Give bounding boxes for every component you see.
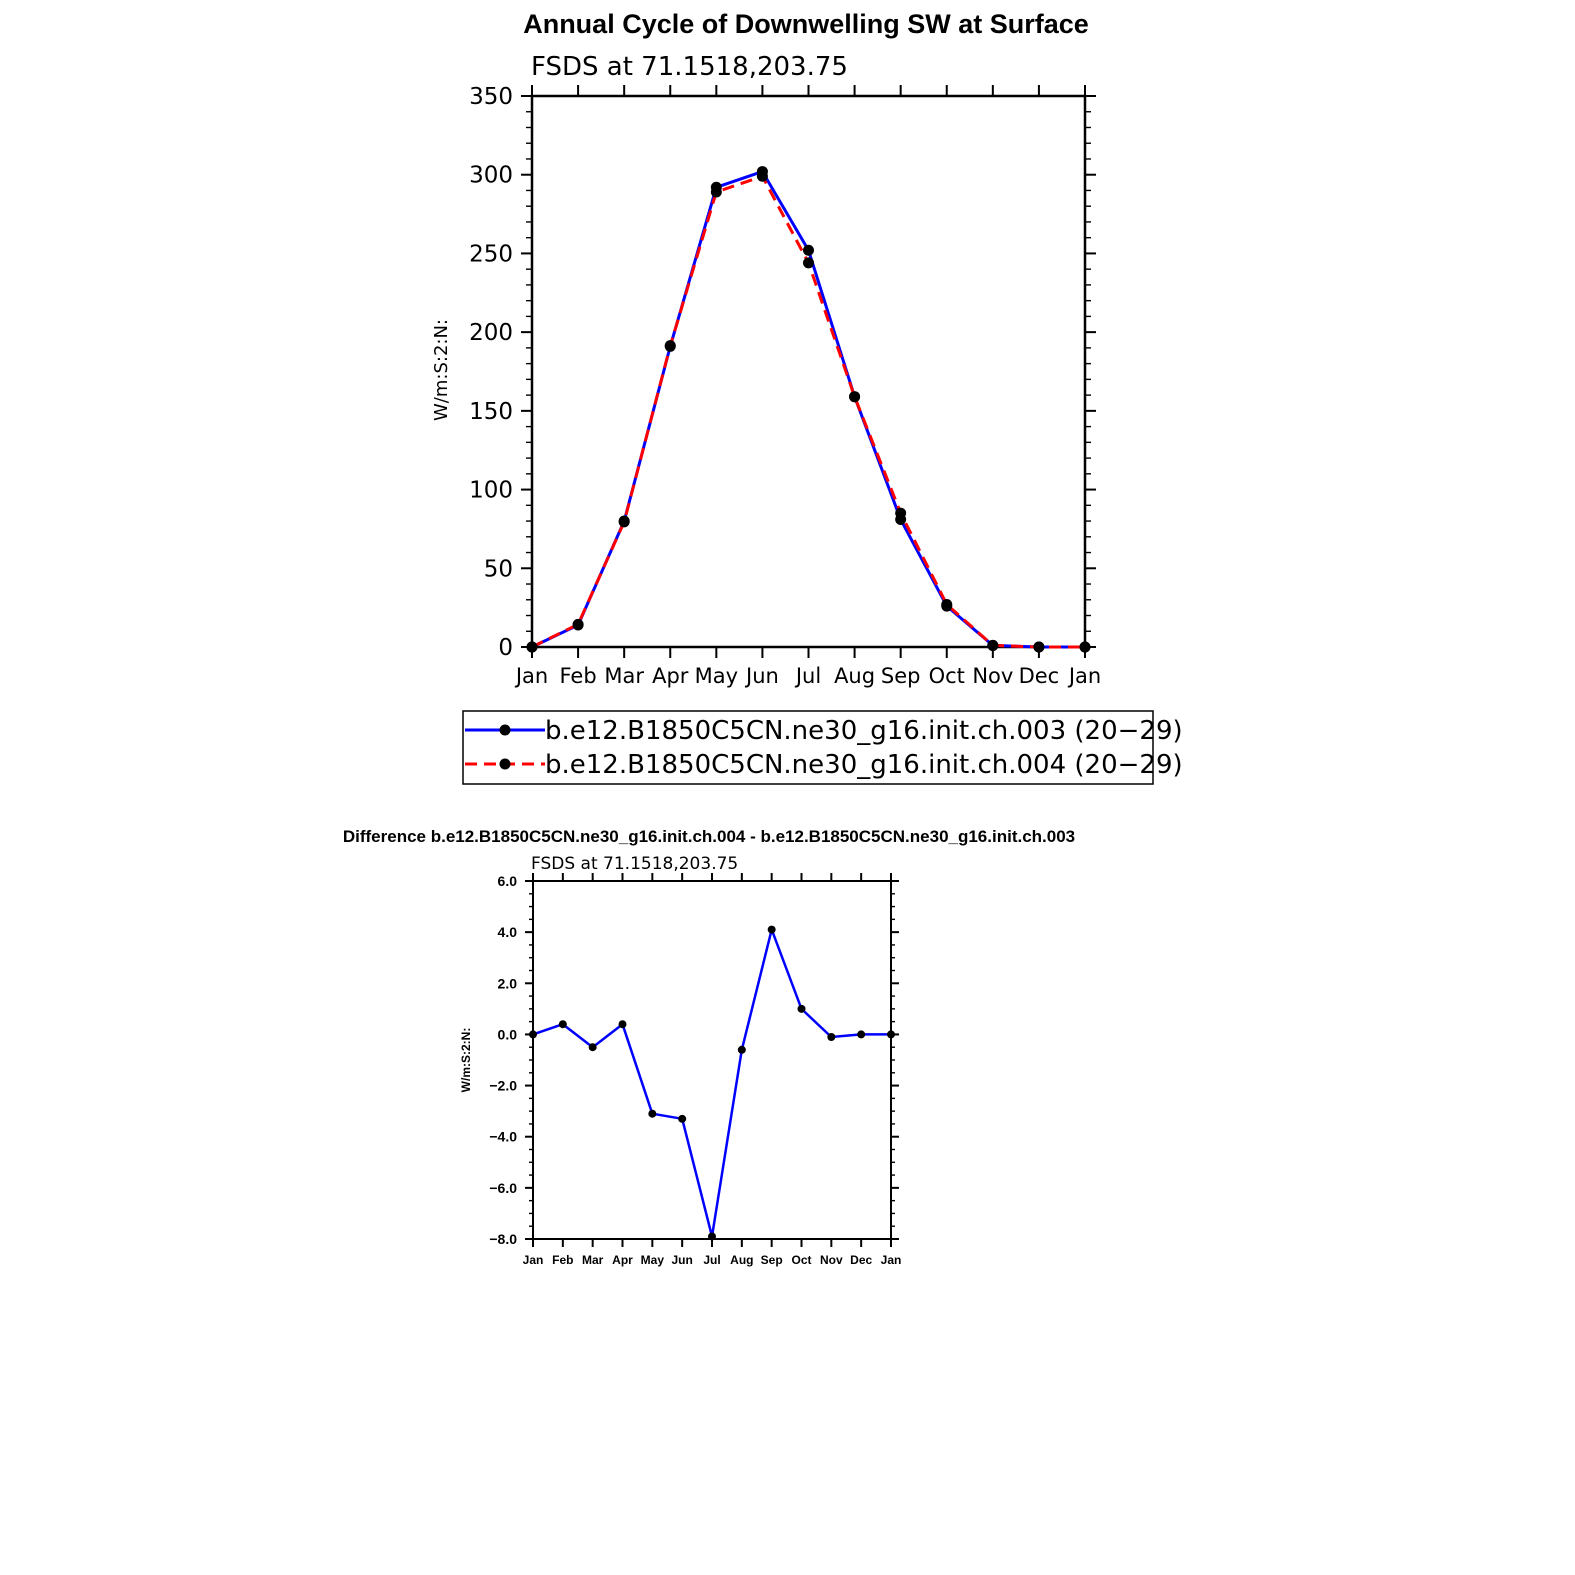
- diff-y-tick-labels: [489, 873, 517, 1247]
- data-point-0: [529, 1030, 537, 1038]
- data-point-1: [757, 171, 768, 182]
- x-tick-label: Dec: [850, 1253, 873, 1267]
- x-tick-label: May: [640, 1253, 665, 1267]
- y-tick-label: −4.0: [489, 1128, 517, 1145]
- y-tick-label: 6.0: [497, 873, 517, 889]
- y-tick-label: −6.0: [489, 1179, 517, 1196]
- y-tick-label: 300: [469, 162, 513, 189]
- data-point-1: [987, 640, 998, 651]
- data-point-0: [827, 1033, 835, 1041]
- data-point-0: [738, 1046, 746, 1054]
- data-point-0: [708, 1232, 716, 1240]
- data-point-0: [678, 1115, 686, 1123]
- x-tick-label: Jun: [746, 664, 779, 688]
- data-point-0: [589, 1043, 597, 1051]
- diff-plot-frame: [533, 881, 891, 1239]
- data-point-0: [803, 245, 814, 256]
- data-point-1: [711, 187, 722, 198]
- y-tick-label: 350: [469, 84, 513, 110]
- data-point-0: [559, 1020, 567, 1028]
- y-tick-label: 200: [469, 320, 513, 347]
- y-tick-label: −8.0: [489, 1231, 517, 1247]
- x-tick-label: May: [694, 664, 739, 688]
- y-tick-label: 4.0: [497, 924, 517, 941]
- y-tick-label: 250: [469, 241, 513, 268]
- diff-series-layer: [529, 926, 895, 1241]
- data-point-1: [1080, 642, 1091, 653]
- data-point-1: [527, 642, 538, 653]
- x-tick-label: Aug: [834, 664, 876, 688]
- x-tick-label: Aug: [730, 1253, 754, 1267]
- tick-marks: [521, 85, 1096, 658]
- data-point-0: [648, 1110, 656, 1118]
- plot-frame: [532, 96, 1085, 647]
- diff-chart-subtitle: FSDS at 71.1518,203.75: [531, 854, 739, 874]
- x-tick-label: Dec: [1018, 664, 1060, 688]
- x-tick-labels: [514, 664, 1101, 688]
- series-line-0: [532, 172, 1085, 647]
- legend: [463, 711, 1183, 784]
- x-tick-label: Feb: [559, 664, 597, 688]
- y-tick-label: 0.0: [497, 1026, 517, 1043]
- x-tick-label: Jun: [671, 1253, 693, 1267]
- x-tick-label: Oct: [928, 664, 965, 688]
- data-point-0: [768, 926, 776, 934]
- x-tick-label: Nov: [819, 1253, 843, 1267]
- x-tick-label: Jan: [1068, 664, 1102, 688]
- y-tick-labels: [469, 84, 513, 661]
- data-point-1: [803, 257, 814, 268]
- y-tick-label: 50: [483, 556, 513, 583]
- x-tick-label: Mar: [604, 664, 644, 688]
- y-tick-label: 2.0: [497, 975, 517, 992]
- x-tick-label: Apr: [652, 664, 689, 688]
- x-tick-label: Feb: [552, 1253, 574, 1267]
- annual-cycle-chart: [431, 9, 1183, 784]
- x-tick-label: Jan: [522, 1253, 544, 1267]
- difference-chart: [343, 827, 1075, 1267]
- series-line-0: [533, 930, 891, 1237]
- chart-title: Annual Cycle of Downwelling SW at Surface: [523, 9, 1089, 39]
- data-point-0: [798, 1005, 806, 1013]
- diff-y-axis-label: W/m:S:2:N:: [459, 1027, 473, 1093]
- data-point-1: [1033, 642, 1044, 653]
- x-tick-label: Nov: [972, 664, 1014, 688]
- x-tick-label: Sep: [760, 1253, 783, 1267]
- x-tick-label: Oct: [791, 1253, 812, 1267]
- data-point-1: [573, 619, 584, 630]
- legend-marker-004: [500, 759, 511, 770]
- diff-tick-marks: [525, 873, 899, 1247]
- data-point-0: [857, 1030, 865, 1038]
- x-tick-label: Mar: [581, 1253, 604, 1267]
- y-tick-label: 100: [469, 477, 513, 504]
- data-point-1: [941, 599, 952, 610]
- y-tick-label: −2.0: [489, 1077, 517, 1094]
- diff-chart-title: Difference b.e12.B1850C5CN.ne30_g16.init.ch.004 - b.e12.B1850C5CN.ne30_g16.init.ch.003: [342, 827, 1076, 846]
- legend-label-003: b.e12.B1850C5CN.ne30_g16.init.ch.003 (20−29): [545, 716, 1183, 746]
- data-point-0: [887, 1030, 895, 1038]
- x-tick-label: Jan: [880, 1253, 902, 1267]
- x-tick-label: Sep: [880, 664, 921, 688]
- data-point-1: [619, 516, 630, 527]
- x-tick-label: Jul: [703, 1253, 721, 1267]
- y-tick-label: 150: [469, 398, 513, 425]
- chart-subtitle: FSDS at 71.1518,203.75: [531, 52, 848, 82]
- x-tick-label: Jan: [515, 664, 549, 688]
- legend-label-004: b.e12.B1850C5CN.ne30_g16.init.ch.004 (20−29): [545, 750, 1183, 780]
- series-layer: [527, 166, 1091, 652]
- x-tick-label: Apr: [612, 1253, 633, 1267]
- data-point-0: [619, 1020, 627, 1028]
- data-point-1: [849, 391, 860, 402]
- x-tick-label: Jul: [795, 664, 822, 688]
- y-tick-label: 0: [498, 635, 513, 661]
- data-point-1: [895, 508, 906, 519]
- data-point-1: [665, 340, 676, 351]
- legend-marker-003: [500, 725, 511, 736]
- y-axis-label: W/m:S:2:N:: [431, 319, 452, 421]
- diff-x-tick-labels: [523, 1253, 902, 1267]
